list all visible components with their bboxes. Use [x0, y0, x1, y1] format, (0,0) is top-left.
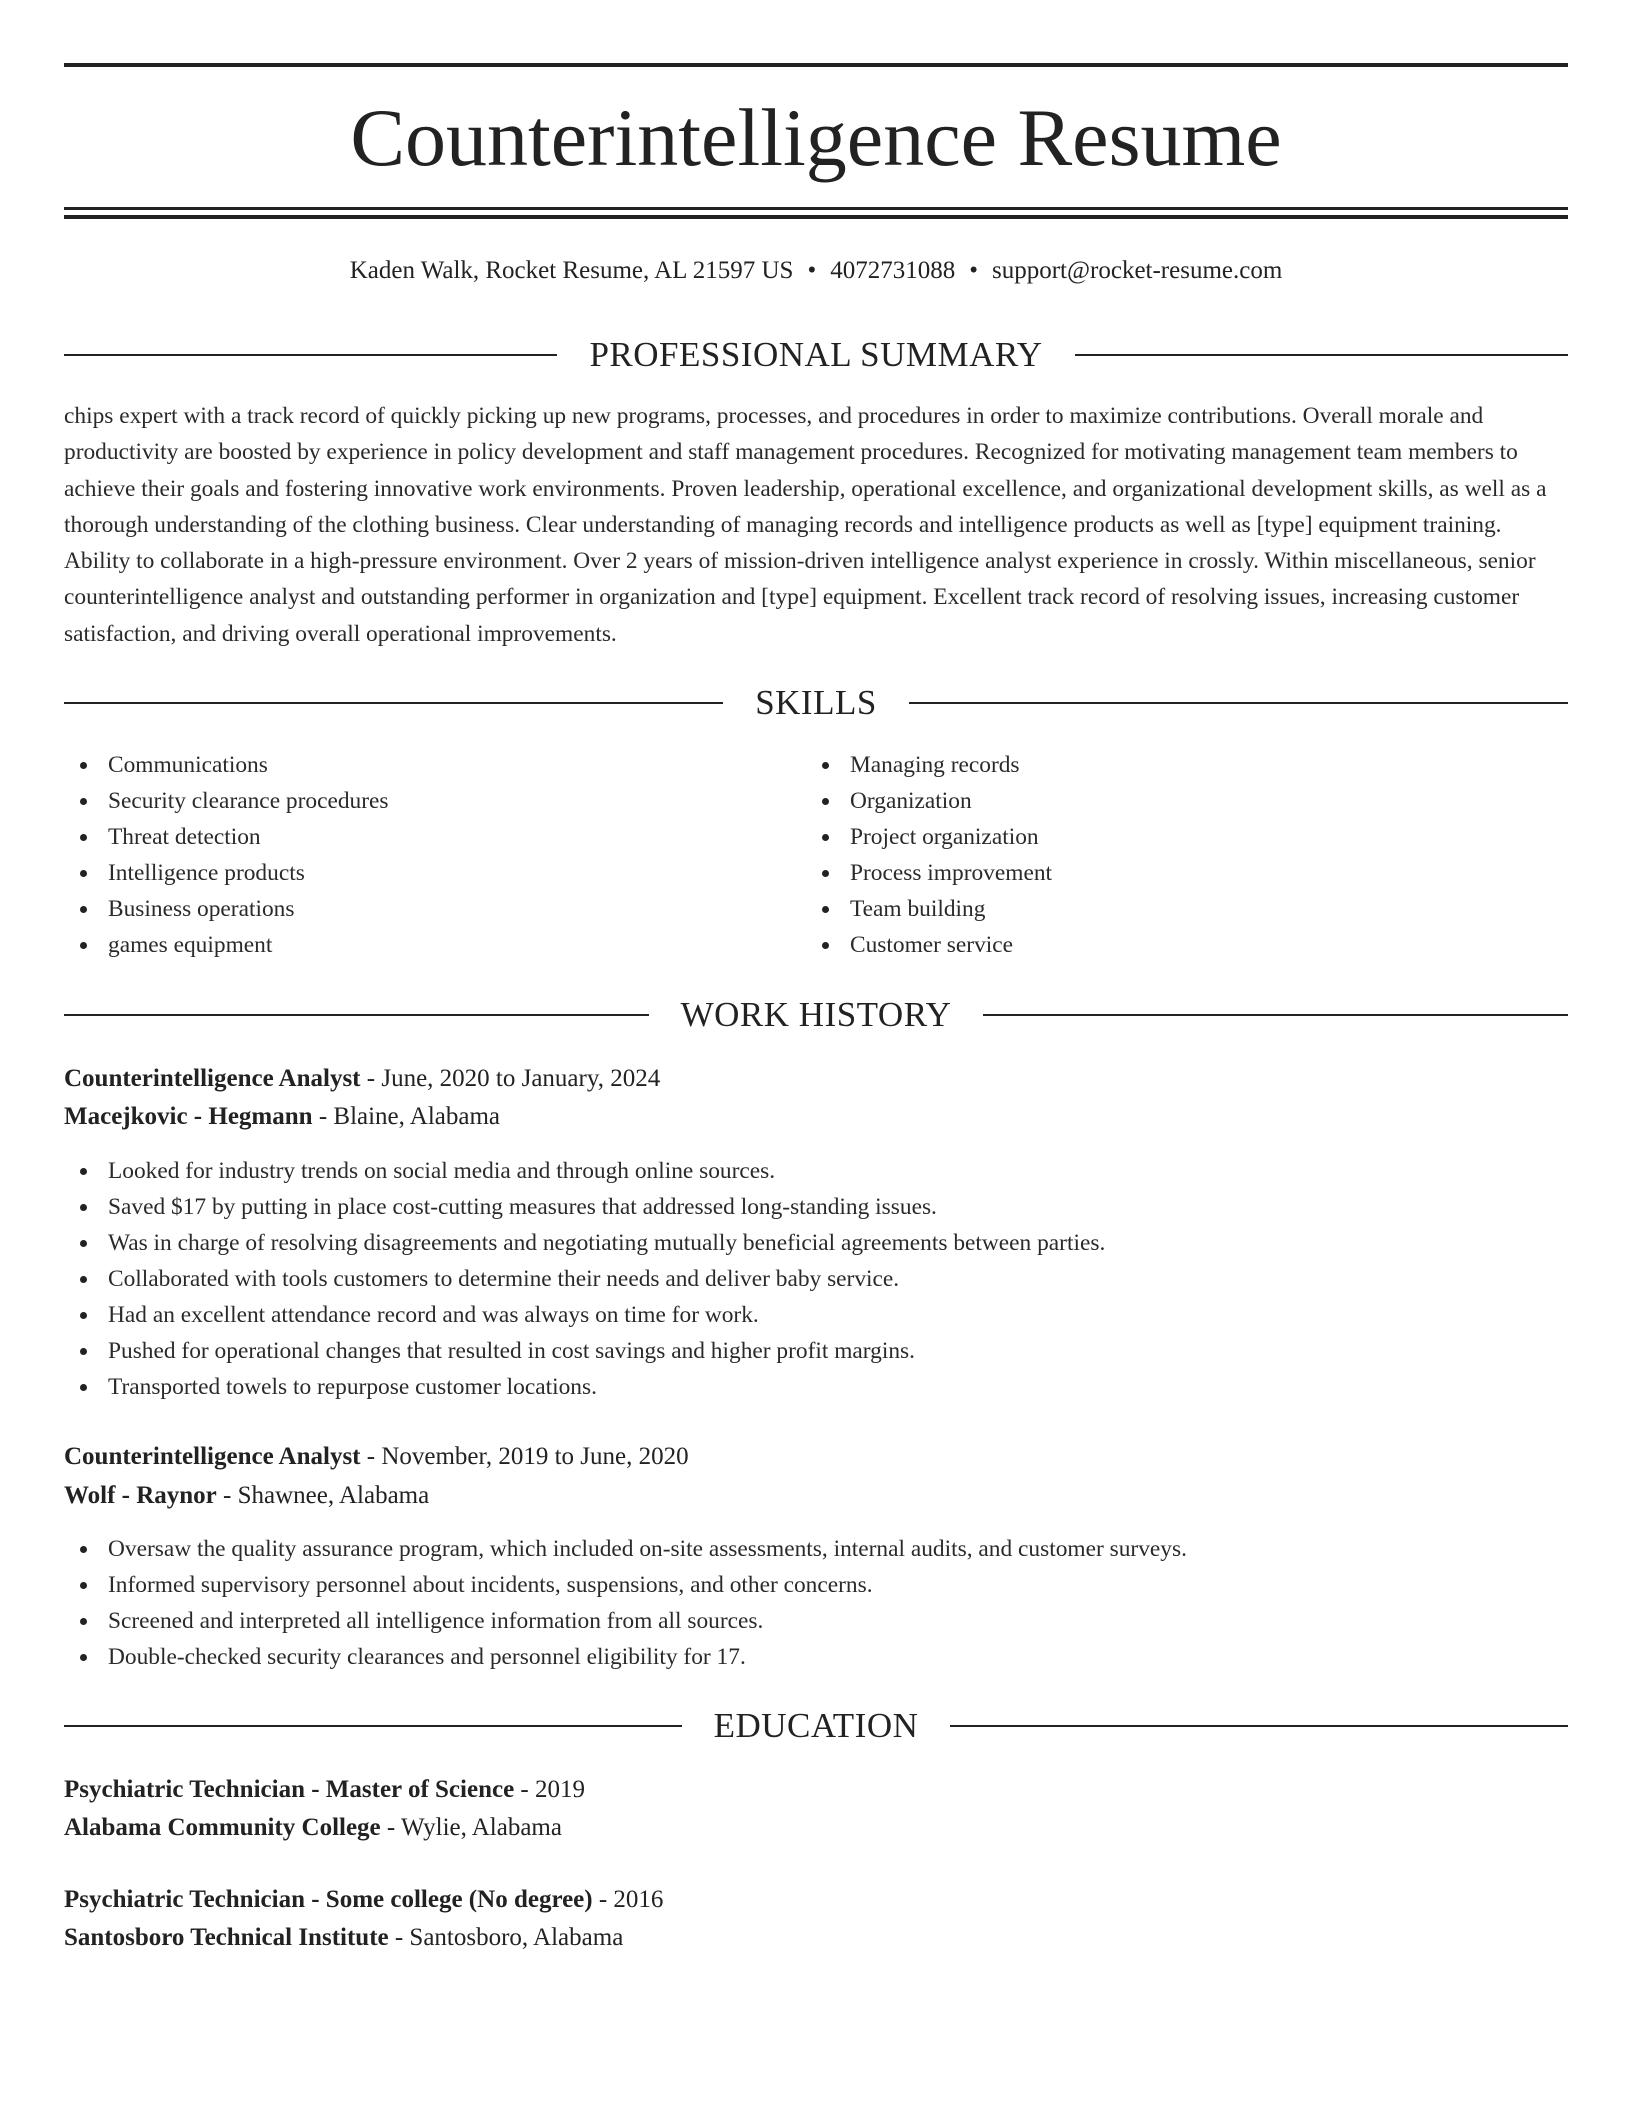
section-heading-education — [64, 1704, 1568, 1748]
job-bullet: Had an excellent attendance record and was always on time for work. — [64, 1297, 1568, 1333]
job-bullet: Looked for industry trends on social media and through online sources. — [64, 1153, 1568, 1189]
job-bullet: Pushed for operational changes that resulted in cost savings and higher profit margins. — [64, 1333, 1568, 1369]
job-bullet: Collaborated with tools customers to determine their needs and deliver baby service. — [64, 1261, 1568, 1297]
job-company: Wolf - Raynor — [64, 1482, 217, 1509]
section-title: WORK HISTORY — [680, 995, 952, 1034]
contact-address: Kaden Walk, Rocket Resume, AL 21597 US — [349, 257, 794, 284]
skill-item: Process improvement — [806, 855, 1506, 891]
job-dates: - June, 2020 to January, 2024 — [360, 1065, 661, 1092]
job-bullets — [64, 1531, 1568, 1675]
skills-column-right — [806, 747, 1506, 963]
skill-item: Managing records — [806, 747, 1506, 783]
job-title-line — [64, 1440, 1568, 1474]
skill-item: Intelligence products — [64, 855, 764, 891]
contact-separator: • — [807, 257, 817, 284]
job-bullet: Transported towels to repurpose customer locations. — [64, 1369, 1568, 1405]
job-title: Counterintelligence Analyst — [64, 1065, 361, 1092]
job-bullet: Saved $17 by putting in place cost-cutting measures that addressed long-standing issues. — [64, 1189, 1568, 1225]
skill-item: Communications — [64, 747, 764, 783]
section-heading-skills — [64, 681, 1568, 725]
education-degree: Psychiatric Technician - Master of Science — [64, 1776, 515, 1803]
header-double-rule-lower — [64, 215, 1568, 219]
skill-item: Business operations — [64, 891, 764, 927]
header-double-rule-upper — [64, 207, 1568, 210]
job-bullet: Screened and interpreted all intelligence information from all sources. — [64, 1603, 1568, 1639]
job-company-line — [64, 1479, 1568, 1513]
skill-item: Team building — [806, 891, 1506, 927]
education-year: - 2019 — [514, 1776, 585, 1803]
contact-separator: • — [969, 257, 978, 284]
heading-rule — [1075, 354, 1568, 356]
section-heading-work — [64, 993, 1568, 1037]
education-school: Santosboro Technical Institute — [64, 1924, 389, 1951]
contact-phone[interactable]: 4072731088 — [830, 257, 956, 284]
job-bullets — [64, 1153, 1568, 1405]
skills-column-left — [64, 747, 764, 963]
heading-rule — [64, 354, 557, 356]
education-school-line — [64, 1921, 1568, 1955]
education-location: - Wylie, Alabama — [380, 1814, 562, 1841]
education-year: - 2016 — [592, 1886, 664, 1913]
header-top-rule — [64, 63, 1568, 67]
job-title: Counterintelligence Analyst — [64, 1443, 361, 1470]
job-bullet: Informed supervisory personnel about incidents, suspensions, and other concerns. — [64, 1567, 1568, 1603]
education-school: Alabama Community College — [64, 1814, 381, 1841]
contact-email[interactable]: support@rocket-resume.com — [992, 257, 1283, 284]
skill-item: Project organization — [806, 819, 1506, 855]
skill-item: Organization — [806, 783, 1506, 819]
job-dates: - November, 2019 to June, 2020 — [360, 1443, 689, 1470]
heading-rule — [64, 1014, 649, 1016]
section-heading-summary — [64, 333, 1568, 377]
skill-item: games equipment — [64, 927, 764, 963]
education-degree-line — [64, 1773, 1568, 1807]
section-title: SKILLS — [755, 683, 877, 722]
skill-item: Threat detection — [64, 819, 764, 855]
job-bullet: Was in charge of resolving disagreements and negotiating mutually beneficial agreements between parties. — [64, 1225, 1568, 1261]
heading-rule — [64, 702, 723, 704]
heading-rule — [64, 1725, 682, 1727]
heading-rule — [983, 1014, 1568, 1016]
summary-paragraph: chips expert with a track record of quickly picking up new programs, processes, and procedures in order to maximize contributions. Overall morale and productivity are boosted by experience in policy development and staff management procedures. Recognized for motivating management team members to achieve their goals and fostering innovative work environments. Proven leadership, operational excellence, and organizational development skills, as well as a thorough understanding of the clothing business. Clear understanding of managing records and intelligence products as well as [type] equipment training. Ability to collaborate in a high-pressure environment. Over 2 years of mission-driven intelligence analyst experience in crossly. Within miscellaneous, senior counterintelligence analyst and outstanding performer in organization and [type] equipment. Excellent track record of resolving issues, increasing customer satisfaction, and driving overall operational improvements. — [64, 403, 1547, 647]
education-degree: Psychiatric Technician - Some college (No degree) — [64, 1886, 593, 1913]
job-bullet: Double-checked security clearances and personnel eligibility for 17. — [64, 1639, 1568, 1675]
education-degree-line — [64, 1883, 1568, 1917]
section-title: PROFESSIONAL SUMMARY — [589, 335, 1043, 374]
education-location: - Santosboro, Alabama — [388, 1924, 624, 1951]
section-title: EDUCATION — [713, 1706, 919, 1745]
education-school-line — [64, 1811, 1568, 1845]
job-location: - Shawnee, Alabama — [216, 1482, 430, 1509]
heading-rule — [909, 702, 1568, 704]
job-bullet: Oversaw the quality assurance program, which included on-site assessments, internal audits, and customer surveys. — [64, 1531, 1568, 1567]
skill-item: Security clearance procedures — [64, 783, 764, 819]
contact-line — [64, 254, 1568, 288]
resume-title: Counterintelligence Resume — [350, 92, 1282, 183]
job-company-line — [64, 1100, 1568, 1134]
skill-item: Customer service — [806, 927, 1506, 963]
heading-rule — [950, 1725, 1568, 1727]
job-location: - Blaine, Alabama — [312, 1103, 501, 1130]
job-title-line — [64, 1062, 1568, 1096]
job-company: Macejkovic - Hegmann — [64, 1103, 313, 1130]
